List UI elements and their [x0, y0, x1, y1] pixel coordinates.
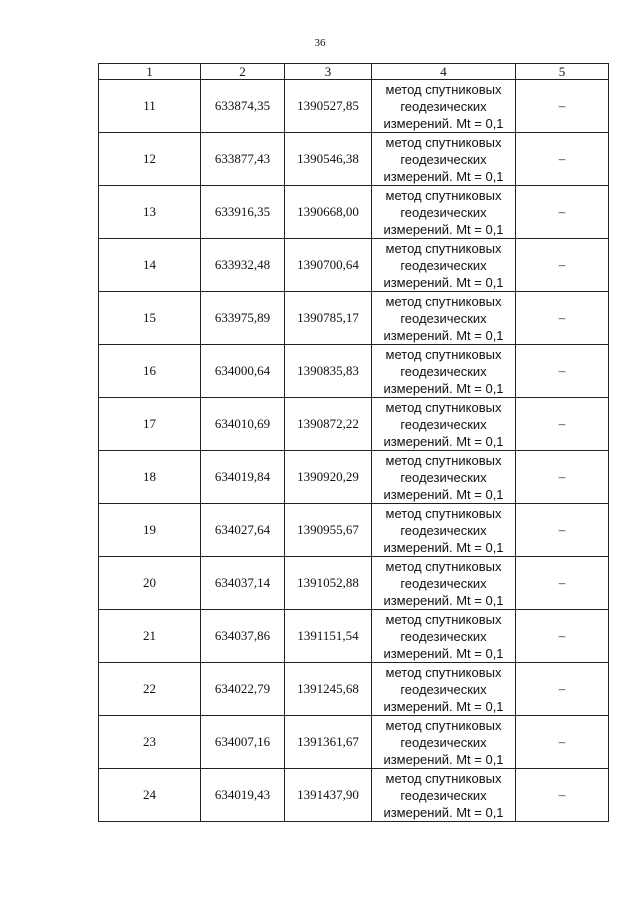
method-cell: [372, 239, 516, 292]
method-line: измерений. Mt = 0,1: [383, 592, 504, 608]
method-line: измерений. Mt = 0,1: [383, 221, 504, 237]
x-coordinate-cell: 634007,16: [201, 716, 285, 769]
method-cell: [372, 451, 516, 504]
header-cell-3: 3: [285, 64, 372, 80]
table-row: [99, 716, 609, 769]
y-coordinate-cell: 1390700,64: [285, 239, 372, 292]
method-line: метод спутниковых: [385, 346, 502, 362]
point-number-cell: 16: [99, 345, 201, 398]
x-coordinate-cell: 633932,48: [201, 239, 285, 292]
note-cell: –: [516, 133, 609, 186]
note-cell: –: [516, 292, 609, 345]
note-cell: –: [516, 663, 609, 716]
method-cell: [372, 663, 516, 716]
method-line: метод спутниковых: [385, 558, 502, 574]
point-number-cell: 13: [99, 186, 201, 239]
method-line: геодезических: [400, 787, 487, 803]
table-row: [99, 557, 609, 610]
method-line: геодезических: [400, 469, 487, 485]
method-line: измерений. Mt = 0,1: [383, 539, 504, 555]
method-cell: [372, 133, 516, 186]
x-coordinate-cell: 633975,89: [201, 292, 285, 345]
y-coordinate-cell: 1391361,67: [285, 716, 372, 769]
method-line: измерений. Mt = 0,1: [383, 698, 504, 714]
y-coordinate-cell: 1390668,00: [285, 186, 372, 239]
point-number-cell: 20: [99, 557, 201, 610]
table-row: [99, 292, 609, 345]
method-line: метод спутниковых: [385, 187, 502, 203]
point-number-cell: 24: [99, 769, 201, 822]
point-number-cell: 12: [99, 133, 201, 186]
header-row: [99, 64, 609, 80]
method-cell: [372, 610, 516, 663]
method-line: геодезических: [400, 575, 487, 591]
point-number-cell: 23: [99, 716, 201, 769]
point-number-cell: 14: [99, 239, 201, 292]
method-cell: [372, 292, 516, 345]
method-line: измерений. Mt = 0,1: [383, 433, 504, 449]
method-line: метод спутниковых: [385, 81, 502, 97]
method-line: геодезических: [400, 628, 487, 644]
point-number-cell: 11: [99, 80, 201, 133]
header-cell-5: 5: [516, 64, 609, 80]
method-line: метод спутниковых: [385, 770, 502, 786]
x-coordinate-cell: 634037,86: [201, 610, 285, 663]
method-line: геодезических: [400, 310, 487, 326]
table-row: [99, 610, 609, 663]
method-line: геодезических: [400, 98, 487, 114]
table-row: [99, 769, 609, 822]
method-line: метод спутниковых: [385, 399, 502, 415]
method-line: измерений. Mt = 0,1: [383, 751, 504, 767]
page-number: 36: [314, 37, 326, 49]
note-cell: –: [516, 345, 609, 398]
method-line: измерений. Mt = 0,1: [383, 804, 504, 820]
x-coordinate-cell: 633916,35: [201, 186, 285, 239]
header-cell-1: 1: [99, 64, 201, 80]
method-line: измерений. Mt = 0,1: [383, 486, 504, 502]
method-cell: [372, 80, 516, 133]
method-line: измерений. Mt = 0,1: [383, 380, 504, 396]
note-cell: –: [516, 239, 609, 292]
table-row: [99, 80, 609, 133]
method-line: измерений. Mt = 0,1: [383, 115, 504, 131]
method-line: геодезических: [400, 734, 487, 750]
header-cell-4: 4: [372, 64, 516, 80]
y-coordinate-cell: 1390527,85: [285, 80, 372, 133]
table-row: [99, 239, 609, 292]
y-coordinate-cell: 1390546,38: [285, 133, 372, 186]
y-coordinate-cell: 1390785,17: [285, 292, 372, 345]
method-line: геодезических: [400, 151, 487, 167]
y-coordinate-cell: 1390955,67: [285, 504, 372, 557]
method-cell: [372, 769, 516, 822]
point-number-cell: 19: [99, 504, 201, 557]
y-coordinate-cell: 1391052,88: [285, 557, 372, 610]
table-row: [99, 133, 609, 186]
point-number-cell: 21: [99, 610, 201, 663]
y-coordinate-cell: 1390872,22: [285, 398, 372, 451]
point-number-cell: 15: [99, 292, 201, 345]
method-line: метод спутниковых: [385, 240, 502, 256]
method-line: метод спутниковых: [385, 134, 502, 150]
y-coordinate-cell: 1391151,54: [285, 610, 372, 663]
table-row: [99, 345, 609, 398]
method-line: метод спутниковых: [385, 452, 502, 468]
method-line: метод спутниковых: [385, 664, 502, 680]
table-row: [99, 451, 609, 504]
note-cell: –: [516, 716, 609, 769]
method-line: измерений. Mt = 0,1: [383, 168, 504, 184]
note-cell: –: [516, 451, 609, 504]
method-line: метод спутниковых: [385, 611, 502, 627]
method-line: геодезических: [400, 416, 487, 432]
method-line: геодезических: [400, 522, 487, 538]
method-line: метод спутниковых: [385, 293, 502, 309]
method-line: измерений. Mt = 0,1: [383, 327, 504, 343]
table-row: [99, 398, 609, 451]
method-cell: [372, 186, 516, 239]
y-coordinate-cell: 1391437,90: [285, 769, 372, 822]
x-coordinate-cell: 633874,35: [201, 80, 285, 133]
x-coordinate-cell: 633877,43: [201, 133, 285, 186]
method-line: геодезических: [400, 681, 487, 697]
x-coordinate-cell: 634000,64: [201, 345, 285, 398]
table-row: [99, 504, 609, 557]
header-cell-2: 2: [201, 64, 285, 80]
note-cell: –: [516, 398, 609, 451]
point-number-cell: 17: [99, 398, 201, 451]
x-coordinate-cell: 634037,14: [201, 557, 285, 610]
x-coordinate-cell: 634022,79: [201, 663, 285, 716]
method-line: измерений. Mt = 0,1: [383, 274, 504, 290]
table-row: [99, 186, 609, 239]
method-cell: [372, 716, 516, 769]
note-cell: –: [516, 557, 609, 610]
table-row: [99, 663, 609, 716]
x-coordinate-cell: 634027,64: [201, 504, 285, 557]
method-line: геодезических: [400, 204, 487, 220]
point-number-cell: 22: [99, 663, 201, 716]
table-body: [99, 64, 609, 822]
method-line: геодезических: [400, 257, 487, 273]
method-cell: [372, 345, 516, 398]
x-coordinate-cell: 634010,69: [201, 398, 285, 451]
method-cell: [372, 557, 516, 610]
x-coordinate-cell: 634019,84: [201, 451, 285, 504]
x-coordinate-cell: 634019,43: [201, 769, 285, 822]
note-cell: –: [516, 769, 609, 822]
note-cell: –: [516, 186, 609, 239]
method-line: метод спутниковых: [385, 717, 502, 733]
note-cell: –: [516, 610, 609, 663]
y-coordinate-cell: 1391245,68: [285, 663, 372, 716]
y-coordinate-cell: 1390835,83: [285, 345, 372, 398]
point-number-cell: 18: [99, 451, 201, 504]
coordinates-table: [98, 63, 609, 822]
method-cell: [372, 398, 516, 451]
method-line: метод спутниковых: [385, 505, 502, 521]
method-line: измерений. Mt = 0,1: [383, 645, 504, 661]
method-line: геодезических: [400, 363, 487, 379]
method-cell: [372, 504, 516, 557]
note-cell: –: [516, 80, 609, 133]
note-cell: –: [516, 504, 609, 557]
y-coordinate-cell: 1390920,29: [285, 451, 372, 504]
